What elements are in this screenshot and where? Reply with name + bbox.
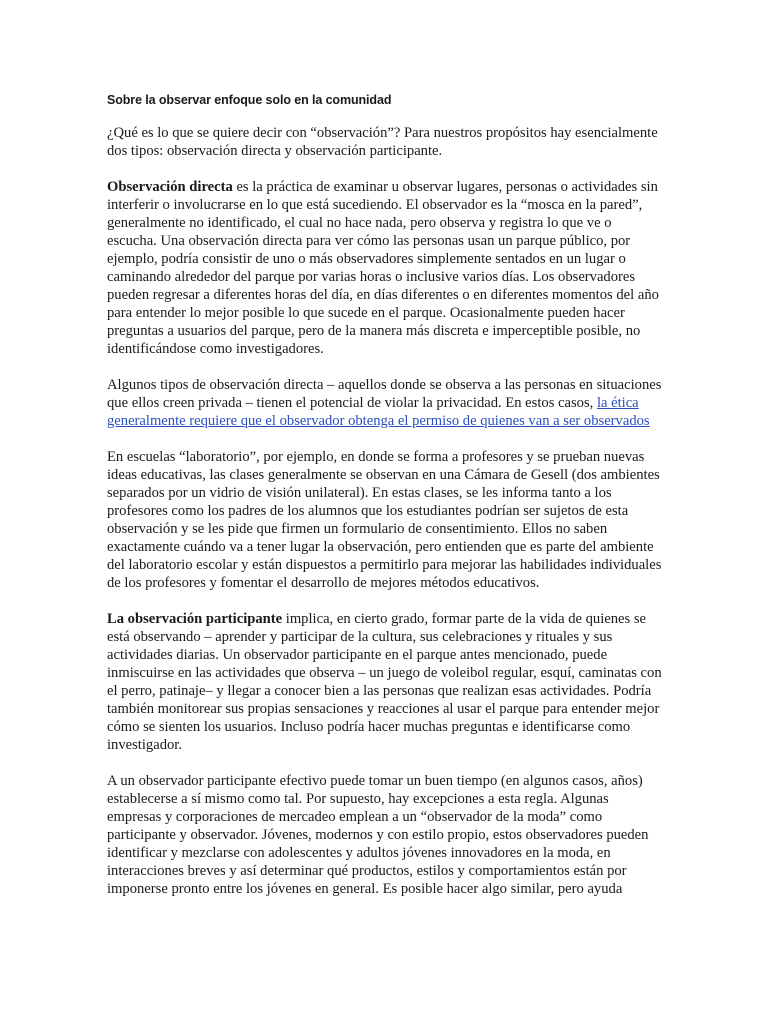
intro-paragraph: ¿Qué es lo que se quiere decir con “observación”? Para nuestros propósitos hay esencialmente dos tipos: observación directa y observación participante. <box>107 125 658 159</box>
participant-observation-paragraph <box>107 610 663 754</box>
direct-observation-text: es la práctica de examinar u observar lugares, personas o actividades sin interferir o involucrarse en lo que está sucediendo. El observador es la “mosca en la pared”, generalmente no identificado, el cual no hace nada, pero observa y registra lo que ve o escucha. Una observación directa para ver cómo las personas usan un parque público, por ejemplo, podría consistir de uno o más observadores simplemente sentados en un lugar o caminando alrededor del parque por varias horas o inclusive varios días. Los observadores pueden regresar a diferentes horas del día, en días diferentes o en diferentes momentos del año para entender lo mejor posible lo que sucede en el parque. Ocasionalmente pueden hacer preguntas a usuarios del parque, pero de la manera más discreta e imperceptible posible, no identificándose como investigadores. <box>107 179 659 357</box>
privacy-paragraph <box>107 376 663 430</box>
participant-observation-text: implica, en cierto grado, formar parte de la vida de quienes se está observando – aprender y participar de la cultura, sus celebraciones y rituales y sus actividades diarias. Un observador participante en el parque antes mencionado, puede inmiscuirse en las actividades que observa – un juego de voleibol regular, esquí, caminatas con el perro, patinaje– y llegar a conocer bien a las personas que realizan esas actividades. Podría también monitorear sus propias sensaciones y reacciones al usar el parque para entender mejor cómo se sienten los usuarios. Incluso podría hacer muchas preguntas e identificarse como investigador. <box>107 611 662 753</box>
participant-observation-heading: La observación participante <box>107 611 283 627</box>
document-page <box>107 90 663 916</box>
document-title: Sobre la observar enfoque solo en la comunidad <box>107 93 392 107</box>
effective-observer-paragraph: A un observador participante efectivo puede tomar un buen tiempo (en algunos casos, años) establecerse a sí mismo como tal. Por supuesto, hay excepciones a esta regla. Algunas empresas y corporaciones de mercadeo emplean a un “observador de la moda” como participante y observador. Jóvenes, modernos y con estilo propio, estos observadores pueden identificar y mezclarse con adolescentes y adultos jóvenes innovadores en la moda, en interacciones breves y así determinar qué productos, estilos y comportamientos están por imponerse pronto entre los jóvenes en general. Es posible hacer algo similar, pero ayuda <box>107 773 649 897</box>
laboratory-paragraph: En escuelas “laboratorio”, por ejemplo, en donde se forma a profesores y se prueban nuevas ideas educativas, las clases generalmente se observan en una Cámara de Gesell (dos ambientes separados por un vidrio de visión unilateral). En estas clases, se les informa tanto a los profesores como los padres de los alumnos que los estudiantes podrían ser sujetos de esta observación y se les pide que firmen un formulario de consentimiento. Ellos no saben exactamente cuándo va a tener lugar la observación, pero entienden que es parte del ambiente del laboratorio escolar y están dispuestos a permitirlo para mejorar las habilidades individuales de los profesores y fomentar el desarrollo de mejores métodos educativos. <box>107 449 662 591</box>
direct-observation-paragraph <box>107 178 663 358</box>
direct-observation-heading: Observación directa <box>107 179 233 195</box>
ethics-permission-link[interactable]: la ética generalmente requiere que el observador obtenga el permiso de quienes van a ser observados <box>107 395 650 429</box>
privacy-text: Algunos tipos de observación directa – aquellos donde se observa a las personas en situaciones que ellos creen privada – tienen el potencial de violar la privacidad. En estos casos, <box>107 377 662 411</box>
